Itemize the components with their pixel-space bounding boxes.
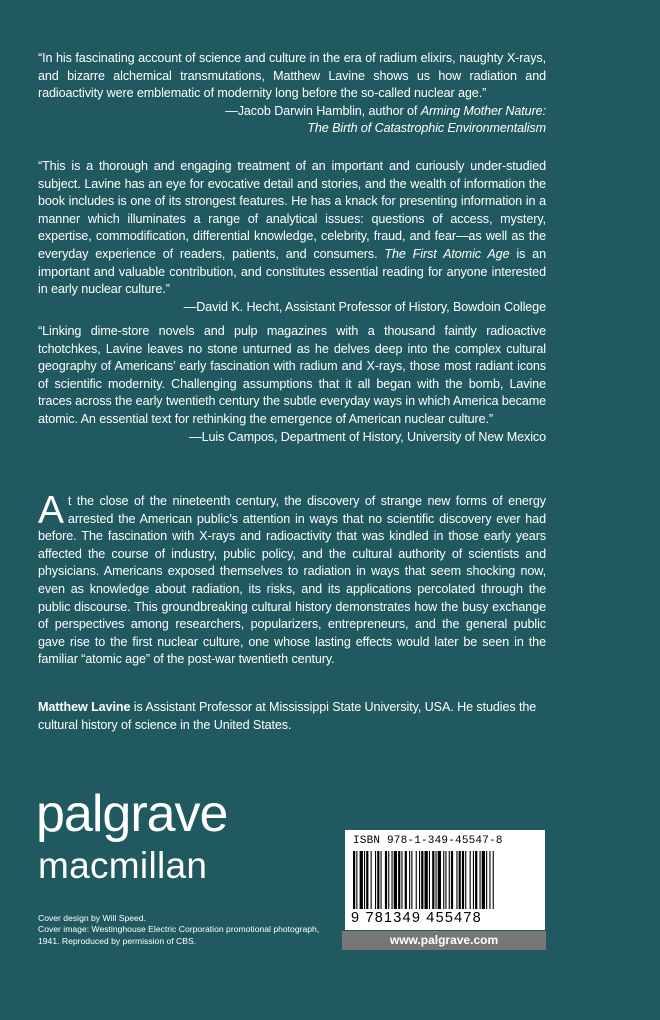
publisher-url[interactable]: www.palgrave.com [342, 931, 546, 950]
quote-text-part-2: is an important and valuable contribution, and constitutes essential reading for anyone interested in early nuclear culture.” [38, 246, 546, 297]
bio-text: is Assistant Professor at Mississippi State University, USA. He studies the cultural history of science in the United States. [38, 700, 537, 732]
quote-text-part-1: “This is a thorough and engaging treatment of an important and curiously under-studied subject. Lavine has an eye for evocative detail and stories, and the wealth of information the book includes is one of its strongest features. He has a knack for presenting information in a manner which illuminates a range of analytical issues: questions of access, mystery, expertise, commodification, differential knowledge, celebrity, fraud, and fear—as well as the everyday experience of readers, patients, and consumers. [38, 159, 546, 261]
quote-book-title: The First Atomic Age [384, 246, 510, 261]
barcode-digits: 9 781349 455478 [351, 910, 482, 926]
author-name: Matthew Lavine [38, 700, 131, 714]
endorsement-quote-1 [38, 50, 546, 138]
cover-image-credit: Cover image: Westinghouse Electric Corporation promotional photograph, 1941. Reproduced by permission of CBS. [38, 924, 320, 946]
barcode-bars-icon [353, 851, 539, 909]
attribution-book-title: Arming Mother Nature: [420, 103, 546, 118]
quote-text: “Linking dime-store novels and pulp magazines with a thousand faintly radioactive tchotchkes, Lavine leaves no stone unturned as he delves deep into the complex cultural geography of Americans’ early fascination with radium and X-rays, those most radiant icons of scientific modernity. Challenging assumptions that it all began with the bomb, Lavine traces across the early twentieth century the subtle everyday ways in which America became atomic. An essential text for rethinking the emergence of American nuclear culture.” [38, 324, 546, 426]
quote-attribution: —Luis Campos, Department of History, University of New Mexico [189, 429, 546, 444]
drop-cap: A [38, 489, 64, 532]
endorsement-quote-3 [38, 323, 546, 446]
quote-text: “In his fascinating account of science and culture in the era of radium elixirs, naughty X-rays, and bizarre alchemical transmutations, Matthew Lavine shows us how radiation and radioactivity were emblematic of modernity long before the so-called nuclear age.” [38, 51, 546, 101]
quote-attribution: —David K. Hecht, Assistant Professor of History, Bowdoin College [183, 299, 546, 314]
publisher-logo-palgrave: palgrave [36, 785, 228, 843]
cover-credits [38, 913, 338, 947]
description-text: t the close of the nineteenth century, the discovery of strange new forms of energy arrested the American public’s attention in ways that no scientific discovery ever had before. The fascination with X-rays and radioactivity that was kindled in those early years affected the course of industry, public policy, and the cultural authority of scientists and physicians. Americans exposed themselves to radiation in ways that seem shocking now, even as knowledge about radiation, its risks, and its applications percolated through the public discourse. This groundbreaking cultural history demonstrates how the busy exchange of perspectives among researchers, popularizers, entrepreneurs, and the general public gave rise to the first nuclear culture, one whose lasting effects would later be seen in the familiar “atomic age” of the post-war twentieth century. [38, 494, 546, 667]
isbn-label: ISBN 978-1-349-45547-8 [353, 835, 503, 847]
cover-design-credit: Cover design by Will Speed. [38, 913, 146, 923]
attribution-author: —Jacob Darwin Hamblin, author of [225, 103, 421, 118]
endorsement-quote-2 [38, 158, 546, 316]
attribution-book-subtitle: The Birth of Catastrophic Environmentalism [307, 121, 546, 136]
quote-text [38, 158, 546, 299]
publisher-logo-macmillan: macmillan [38, 845, 208, 886]
book-description [38, 489, 546, 669]
author-bio [38, 699, 546, 734]
quote-attribution [38, 103, 546, 138]
isbn-barcode [345, 830, 545, 930]
